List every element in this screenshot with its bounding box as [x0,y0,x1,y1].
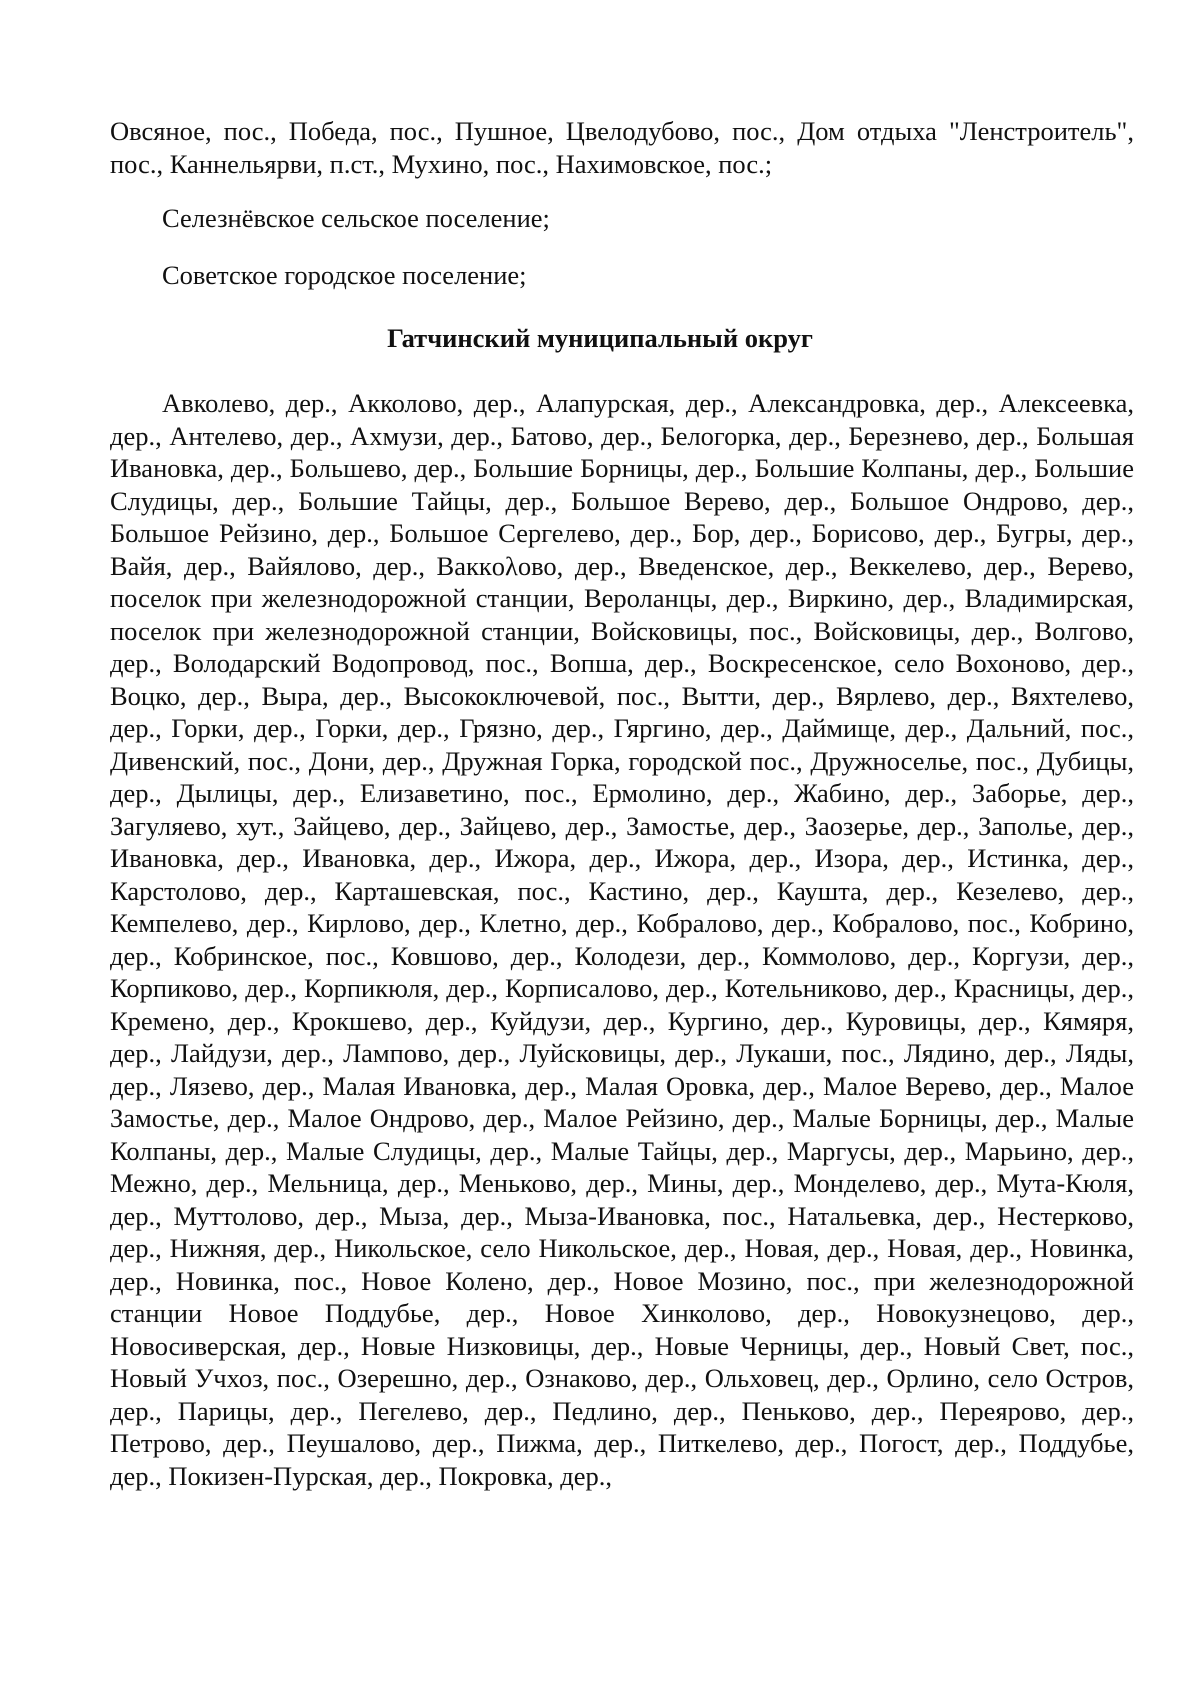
continuation-paragraph: Овсяное, пос., Победа, пос., Пушное, Цвелодубово, пос., Дом отдыха "Ленстроитель", пос., Каннельярви, п.ст., Мухино, пос., Нахимовское, пос.; [110,116,1134,179]
settlement-line-selezniovskoe: Селезнёвское сельское поселение; [162,203,550,233]
settlement-line-sovetskoe: Советское городское поселение; [162,260,527,290]
section-heading: Гатчинский муниципальный округ [387,323,813,353]
section-body-paragraph: Авколево, дер., Акколово, дер., Алапурская, дер., Александровка, дер., Алексеевка, дер., Антелево, дер., Ахмузи, дер., Батово, дер., Белогорка, дер., Березнево, дер., Большая Ивановка, дер., Большево, дер., Большие Борницы, дер., Большие Колпаны, дер., Большие Слудицы, дер., Большие Тайцы, дер., Большое Верево, дер., Большое Ондрово, дер., Большое Рейзино, дер., Большое Сергелево, дер., Бор, дер., Борисово, дер., Бугры, дер., Вайя, дер., Вайялово, дер., Ваккολово, дер., Введенское, дер., Веккелево, дер., Верево, поселок при железнодорожной станции, Вероланцы, дер., Виркино, дер., Владимирская, поселок при железнодорожной станции, Войсковицы, пос., Войсковицы, дер., Волгово, дер., Володарский Водопровод, пос., Вопша, дер., Воскресенское, село Вохоново, дер., Воцко, дер., Выра, дер., Высокоключевой, пос., Вытти, дер., Вярлево, дер., Вяхтелево, дер., Горки, дер., Горки, дер., Грязно, дер., Гяргино, дер., Даймище, дер., Дальний, пос., Дивенский, пос., Дони, дер., Дружная Горка, городской пос., Дружноселье, пос., Дубицы, дер., Дылицы, дер., Елизаветино, пос., Ермолино, дер., Жабино, дер., Заборье, дер., Загуляево, хут., Зайцево, дер., Зайцево, дер., Замостье, дер., Заозерье, дер., Заполье, дер., Ивановка, дер., Ивановка, дер., Ижора, дер., Ижора, дер., Изора, дер., Истинка, дер., Карстолово, дер., Карташевская, пос., Кастино, дер., Каушта, дер., Кезелево, дер., Кемпелево, дер., Кирлово, дер., Клетно, дер., Кобралово, дер., Кобралово, пос., Кобрино, дер., Кобринское, пос., Ковшово, дер., Колодези, дер., Коммолово, дер., Коргузи, дер., Корпиково, дер., Корпикюля, дер., Корписалово, дер., Котельниково, дер., Красницы, дер., Кремено, дер., Крокшево, дер., Куйдузи, дер., Кургино, дер., Куровицы, дер., Кямяря, дер., Лайдузи, дер., Лампово, дер., Луйсковицы, дер., Лукаши, пос., Лядино, дер., Ляды, дер., Лязево, дер., Малая Ивановка, дер., Малая Оровка, дер., Малое Верево, дер., Малое Замостье, дер., Малое Ондрово, дер., Малое Рейзино, дер., Малые Борницы, дер., Малые Колпаны, дер., Малые Слудицы, дер., Малые Тайцы, дер., Маргусы, дер., Марьино, дер., Межно, дер., Мельница, дер., Меньково, дер., Мины, дер., Монделево, дер., Мута-Кюля, дер., Муттолово, дер., Мыза, дер., Мыза-Ивановка, пос., Натальевка, дер., Нестерково, дер., Нижняя, дер., Никольское, село Никольское, дер., Новая, дер., Новая, дер., Новинка, дер., Новинка, пос., Новое Колено, дер., Новое Мозино, пос., при железнодорожной станции Новое Поддубье, дер., Новое Хинколово, дер., Новокузнецово, дер., Новосиверская, дер., Новые Низковицы, дер., Новые Черницы, дер., Новый Свет, пос., Новый Учхоз, пос., Озерешно, дер., Ознаково, дер., Ольховец, дер., Орлино, село Остров, дер., Парицы, дер., Пегелево, дер., Педлино, дер., Пеньково, дер., Переярово, дер., Петрово, дер., Пеушалово, дер., Пижма, дер., Питкелево, дер., Погост, дер., Поддубье, дер., Покизен-Пурская, дер., Покровка, дер., [110,388,1134,1491]
